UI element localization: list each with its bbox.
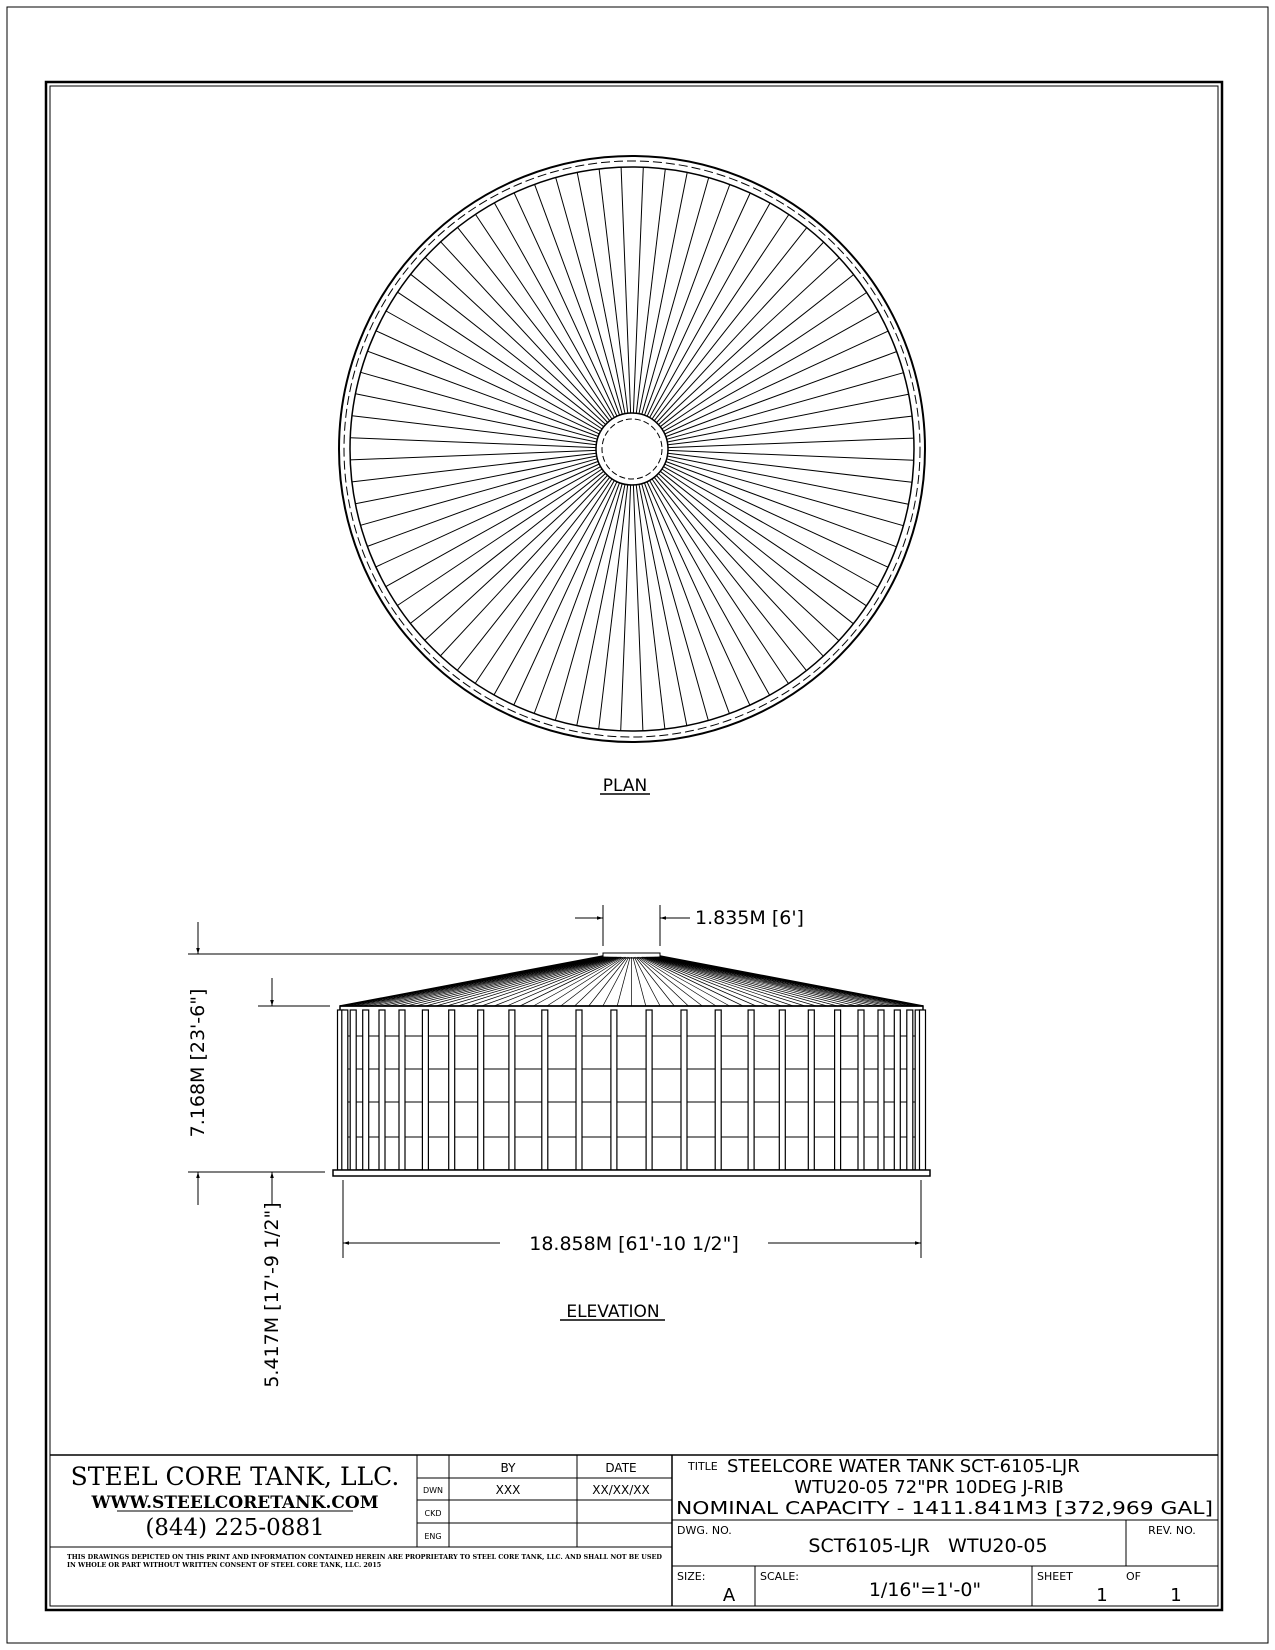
shell-rib xyxy=(509,1010,515,1170)
roof-rafter-line xyxy=(406,957,610,1006)
plan-rafter xyxy=(659,258,840,425)
shell-rib xyxy=(422,1010,428,1170)
plan-rafter xyxy=(654,228,806,421)
shell-rib xyxy=(342,1010,348,1170)
plan-rafter xyxy=(458,227,610,420)
plan-rafter xyxy=(650,203,770,418)
company-phone: (844) 225-0881 xyxy=(145,1515,325,1541)
roof-rafter-line xyxy=(656,957,882,1006)
plan-rafter xyxy=(621,167,631,413)
diameter-text: 18.858M [61'-10 1/2"] xyxy=(529,1233,739,1255)
shell-rib xyxy=(542,1010,548,1170)
plan-rafter xyxy=(667,459,904,526)
shell-rib xyxy=(920,1010,926,1170)
shell-rib xyxy=(808,1010,814,1170)
roof-rafter-line xyxy=(655,957,874,1006)
plan-rafter xyxy=(633,485,643,731)
plan-rafter xyxy=(361,372,598,439)
shell-rib xyxy=(478,1010,484,1170)
sheet-label: SHEET xyxy=(1037,1570,1073,1583)
roof-rafter-line xyxy=(653,957,857,1006)
plan-rafter xyxy=(599,485,628,729)
plan-rafter xyxy=(663,311,878,431)
plan-rafter xyxy=(621,485,631,731)
plan-rafter xyxy=(647,482,750,706)
plan-rafter xyxy=(425,257,605,424)
shell-rib xyxy=(350,1010,356,1170)
plan-rafter xyxy=(657,242,824,423)
plan-rafter xyxy=(633,167,643,413)
shell-rib xyxy=(611,1010,617,1170)
date-header: DATE xyxy=(605,1461,637,1475)
plan-rafter xyxy=(534,483,619,714)
plan-rafter xyxy=(668,450,914,460)
shell-rib xyxy=(715,1010,721,1170)
title-line-2: WTU20-05 72"PR 10DEG J-RIB xyxy=(794,1477,1064,1498)
diameter-dimension xyxy=(343,1180,921,1258)
roof-rafter-lines xyxy=(340,957,923,1006)
shell-height-dimension xyxy=(258,978,330,1388)
scale-value: 1/16"=1'-0" xyxy=(868,1579,982,1601)
sheet-total: 1 xyxy=(1170,1585,1182,1606)
plan-rafter xyxy=(514,482,617,705)
plan-rafter xyxy=(647,193,750,416)
plan-rafter xyxy=(665,331,889,434)
plan-rafter xyxy=(361,459,598,526)
plan-rafter xyxy=(668,416,912,445)
proprietary-disclaimer: THIS DRAWINGS DEPICTED ON THIS PRINT AND INFORMATION CONTAINED HEREIN ARE PROPRIETARY TO STEEL CORE TANK, LLC. AND SHALL NOT BE USED IN WHOLE OR PART WITHOUT WRITTEN CONSENT OF STEEL CORE TANK, LLC. 2015 xyxy=(67,1553,662,1569)
title-line-1: STEELCORE WATER TANK SCT-6105-LJR xyxy=(727,1456,1080,1477)
dwn-by: XXX xyxy=(495,1483,521,1497)
plan-rafter xyxy=(376,331,599,434)
shell-rib xyxy=(858,1010,864,1170)
shell-rib xyxy=(646,1010,652,1170)
sheet-number: 1 xyxy=(1096,1585,1108,1606)
plan-rafter xyxy=(494,203,614,418)
title-line-3: NOMINAL CAPACITY - 1411.841M3 [372,969 GAL] xyxy=(676,1498,1213,1519)
plan-rafter xyxy=(350,438,596,448)
shell-rib xyxy=(779,1010,785,1170)
plan-label: PLAN xyxy=(602,776,648,796)
dwn-label: DWN xyxy=(422,1486,444,1495)
roof-rafter-line xyxy=(651,957,837,1006)
plan-rafter xyxy=(668,438,914,448)
total-height-text: 7.168M [23'-6"] xyxy=(187,988,209,1138)
shell-rib xyxy=(379,1010,385,1170)
drawing-frame xyxy=(46,82,1222,1610)
plan-rafter xyxy=(410,471,603,623)
shell-rib xyxy=(363,1010,369,1170)
outer-sheet-border xyxy=(7,7,1268,1643)
roof-rafter-line xyxy=(389,957,608,1006)
rev-no-label: REV. NO. xyxy=(1148,1524,1196,1537)
plan-view xyxy=(339,156,925,742)
ckd-label: CKD xyxy=(424,1509,442,1518)
plan-rafter xyxy=(441,242,608,423)
company-website: WWW.STEELCORETANK.COM xyxy=(91,1493,379,1513)
size-label: SIZE: xyxy=(677,1570,706,1583)
dwg-no: SCT6105-LJR WTU20-05 xyxy=(808,1535,1048,1557)
shell-ribs xyxy=(338,1010,926,1170)
shell-rib xyxy=(681,1010,687,1170)
shell-rib xyxy=(907,1010,913,1170)
plan-rafter xyxy=(535,184,620,415)
of-label: OF xyxy=(1126,1570,1141,1583)
dwg-no-label: DWG. NO. xyxy=(677,1524,732,1537)
plan-rafter xyxy=(376,464,600,567)
elevation-view xyxy=(333,953,930,1176)
roof-rafter-line xyxy=(617,957,630,1006)
plan-rafter xyxy=(350,450,596,460)
roof-rafter-line xyxy=(425,957,611,1006)
plan-rafter xyxy=(386,311,600,431)
by-header: BY xyxy=(500,1461,516,1475)
plan-rafter xyxy=(636,485,665,729)
plan-rafter xyxy=(636,169,665,413)
plan-rafter xyxy=(650,480,770,695)
plan-rafter xyxy=(411,274,604,426)
total-height-dimension xyxy=(187,922,598,1205)
manway-dimension-text: 1.835M [6'] xyxy=(695,907,804,929)
shell-height-text: 5.417M [17'-9 1/2"] xyxy=(261,1202,283,1388)
plan-rafter xyxy=(666,352,897,437)
roof-rafter-line xyxy=(633,957,646,1006)
scale-label: SCALE: xyxy=(760,1570,799,1583)
plan-rafter xyxy=(352,453,596,482)
company-name: STEEL CORE TANK, LLC. xyxy=(70,1462,400,1491)
plan-rafter xyxy=(457,477,609,670)
plan-rafter xyxy=(599,169,628,413)
title-label: TITLE xyxy=(688,1460,718,1473)
roof-rafter-line xyxy=(634,957,660,1006)
title-block xyxy=(50,1455,1218,1606)
shell-rib xyxy=(449,1010,455,1170)
manway-dimension xyxy=(575,905,804,946)
dwn-date: XX/XX/XX xyxy=(592,1483,650,1497)
plan-rafter xyxy=(667,373,904,440)
plan-center-ring xyxy=(596,413,668,485)
plan-rafter xyxy=(367,461,598,546)
shell-rib xyxy=(576,1010,582,1170)
plan-rafter xyxy=(425,473,606,640)
plan-rafter xyxy=(658,474,839,641)
plan-rafter xyxy=(555,484,622,721)
plan-rafter xyxy=(386,467,601,587)
plan-rafter xyxy=(352,416,596,445)
eng-label: ENG xyxy=(424,1532,442,1541)
tank-base xyxy=(333,1170,930,1176)
plan-rafter xyxy=(660,471,853,623)
roof-rafter-line xyxy=(603,957,629,1006)
plan-rafter xyxy=(642,484,709,721)
plan-rafter xyxy=(660,275,853,427)
elevation-label: ELEVATION xyxy=(566,1302,660,1322)
shell-rib xyxy=(835,1010,841,1170)
plan-rafter xyxy=(666,462,897,547)
plan-rafter xyxy=(663,467,878,587)
plan-rafter xyxy=(514,193,617,416)
size-value: A xyxy=(722,1585,736,1606)
plan-rafter xyxy=(440,475,607,656)
shell-rib xyxy=(748,1010,754,1170)
plan-rafter xyxy=(644,483,729,714)
plan-rafter xyxy=(665,464,888,567)
plan-rafter xyxy=(494,480,614,695)
plan-rafter xyxy=(656,476,823,657)
plan-rafter xyxy=(668,453,912,482)
plan-rafter xyxy=(642,178,709,415)
plan-rafter xyxy=(368,351,599,436)
shell-rib xyxy=(399,1010,405,1170)
shell-rib xyxy=(878,1010,884,1170)
plan-rafter xyxy=(645,185,730,416)
plan-rafter xyxy=(556,178,623,415)
shell-rib xyxy=(894,1010,900,1170)
plan-rafter xyxy=(654,477,806,670)
drawing-frame-inner xyxy=(50,86,1218,1606)
